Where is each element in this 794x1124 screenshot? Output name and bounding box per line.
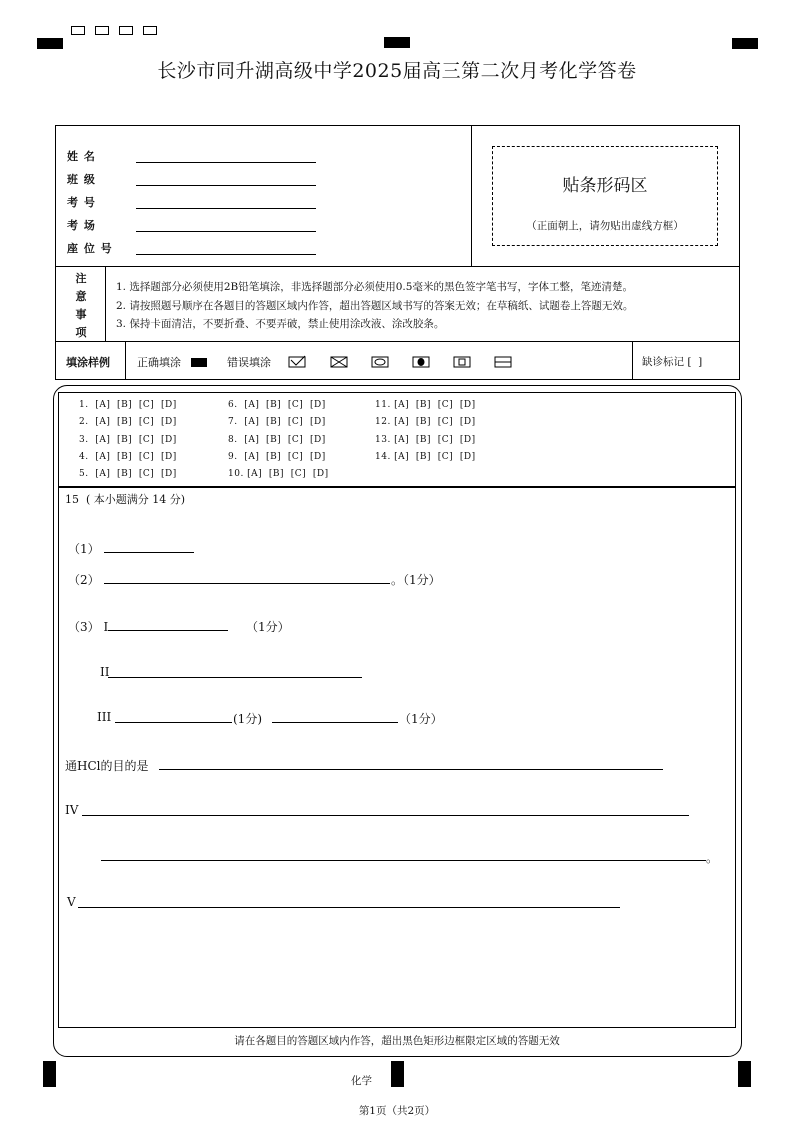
wrong-outline-mark	[454, 357, 470, 367]
q15-part-IV-answer-line-1[interactable]	[82, 815, 689, 816]
student-info-label: 考 号	[67, 196, 96, 209]
wrong-fill-marks	[288, 355, 518, 369]
wrong-cross-mark	[331, 357, 347, 367]
registration-mark-bottom-left	[43, 1061, 56, 1087]
wrong-check-mark	[289, 356, 305, 367]
student-info-input-line[interactable]	[136, 208, 316, 209]
choice-row[interactable]: 2. [A] [B] [C] [D]	[79, 417, 177, 428]
notice-item-2: 2. 请按照题号顺序在各题目的答题区域内作答，超出答题区域书写的答案无效；在草稿纸、试题卷上答题无效。	[116, 300, 634, 312]
q15-part-IV-answer-line-2[interactable]	[101, 860, 706, 861]
q15-part1-answer-line[interactable]	[104, 552, 194, 553]
fill-sample-label: 填涂样例	[66, 356, 110, 369]
choice-row[interactable]: 7. [A] [B] [C] [D]	[228, 417, 326, 428]
q15-part-IV-label: IV	[65, 803, 79, 817]
code-square	[71, 26, 85, 35]
choice-row[interactable]: 14. [A] [B] [C] [D]	[375, 451, 476, 462]
q15-part3-III-score-1: (1分)	[233, 712, 262, 726]
registration-mark-bottom-center	[391, 1061, 404, 1087]
choice-row[interactable]: 13. [A] [B] [C] [D]	[375, 434, 476, 445]
q15-part3-III-score-2: （1分）	[399, 712, 443, 726]
code-square	[143, 26, 157, 35]
q15-part3-III-answer-line-1[interactable]	[115, 722, 232, 723]
choice-row[interactable]: 11. [A] [B] [C] [D]	[375, 400, 476, 410]
student-info-label: 座 位 号	[67, 242, 113, 255]
student-info-label: 考 场	[67, 219, 96, 232]
choice-row[interactable]: 8. [A] [B] [C] [D]	[228, 434, 326, 445]
absent-mark-label: 缺诊标记 [ ]	[642, 356, 703, 368]
registration-mark-top-center	[384, 37, 410, 48]
choice-row[interactable]: 4. [A] [B] [C] [D]	[79, 451, 177, 462]
choice-row[interactable]: 12. [A] [B] [C] [D]	[375, 417, 476, 428]
q15-hcl-answer-line[interactable]	[159, 769, 663, 770]
page-number: 第1页（共2页）	[358, 1105, 436, 1117]
choice-row[interactable]: 10. [A] [B] [C] [D]	[228, 469, 329, 480]
choice-row[interactable]: 5. [A] [B] [C] [D]	[79, 469, 177, 480]
q15-part-V-answer-line[interactable]	[78, 907, 620, 908]
registration-mark-top-right	[732, 38, 758, 49]
fill-wrong-label: 错误填涂	[227, 356, 271, 369]
q15-hcl-label: 通HCl的目的是	[65, 759, 149, 773]
student-info-label: 姓 名	[67, 150, 96, 163]
q15-part3-III-answer-line-2[interactable]	[272, 722, 398, 723]
subject-label: 化学	[351, 1075, 372, 1087]
notice-item-1: 1. 选择题部分必须使用2B铅笔填涂，非选择题部分必须使用0.5毫米的黑色签字笔书写，字体工整，笔迹清楚。	[116, 281, 633, 293]
q15-part3-label: （3） I	[68, 620, 109, 634]
barcode-area	[492, 146, 718, 246]
choice-row[interactable]: 6. [A] [B] [C] [D]	[228, 400, 326, 410]
wrong-line-mark	[495, 357, 511, 367]
wrong-partial-fill-mark	[413, 357, 429, 367]
student-info-input-line[interactable]	[136, 185, 316, 186]
q15-part-IV-end: 。	[706, 851, 719, 865]
choice-row[interactable]: 9. [A] [B] [C] [D]	[228, 451, 326, 462]
q15-part3-I-answer-line[interactable]	[108, 630, 228, 631]
barcode-note: （正面朝上，请勿贴出虚线方框）	[526, 220, 684, 232]
q15-part2-score: 。（1分）	[391, 573, 441, 587]
q15-part3-III-label: III	[97, 710, 112, 724]
barcode-title: 贴条形码区	[562, 176, 648, 196]
code-square	[95, 26, 109, 35]
fill-correct-label: 正确填涂	[137, 356, 181, 369]
q15-part3-II-answer-line[interactable]	[108, 677, 362, 678]
registration-mark-bottom-right	[738, 1061, 751, 1087]
answer-area-warning: 请在各题目的答题区域内作答，超出黑色矩形边框限定区域的答题无效	[234, 1035, 560, 1047]
q15-part2-label: （2）	[68, 573, 100, 587]
notice-label	[70, 270, 92, 342]
wrong-circle-mark	[372, 357, 388, 367]
choice-row[interactable]: 3. [A] [B] [C] [D]	[79, 434, 177, 445]
q15-heading: 15 ( 本小题满分 14 分)	[65, 493, 186, 506]
student-info-input-line[interactable]	[136, 162, 316, 163]
student-info-input-line[interactable]	[136, 254, 316, 255]
student-info-label: 班 级	[67, 173, 96, 186]
choice-row[interactable]: 1. [A] [B] [C] [D]	[79, 400, 177, 410]
code-square	[119, 26, 133, 35]
question-15-section	[58, 487, 736, 1028]
q15-part2-answer-line[interactable]	[104, 583, 390, 584]
registration-mark-top-left	[37, 38, 63, 49]
q15-part3-II-label: II	[100, 665, 110, 679]
student-info-input-line[interactable]	[136, 231, 316, 232]
page-title: 长沙市同升湖高级中学2025届高三第二次月考化学答卷	[157, 60, 637, 82]
notice-item-3: 3. 保持卡面清洁，不要折叠、不要弄破，禁止使用涂改液、涂改胶条。	[116, 318, 445, 330]
q15-part3-I-score: （1分）	[246, 620, 290, 634]
q15-part-V-label: V	[67, 895, 76, 909]
correct-fill-mark	[191, 358, 207, 367]
q15-part1-label: （1）	[68, 542, 100, 556]
notice-label-text: 注意事项	[75, 272, 87, 339]
